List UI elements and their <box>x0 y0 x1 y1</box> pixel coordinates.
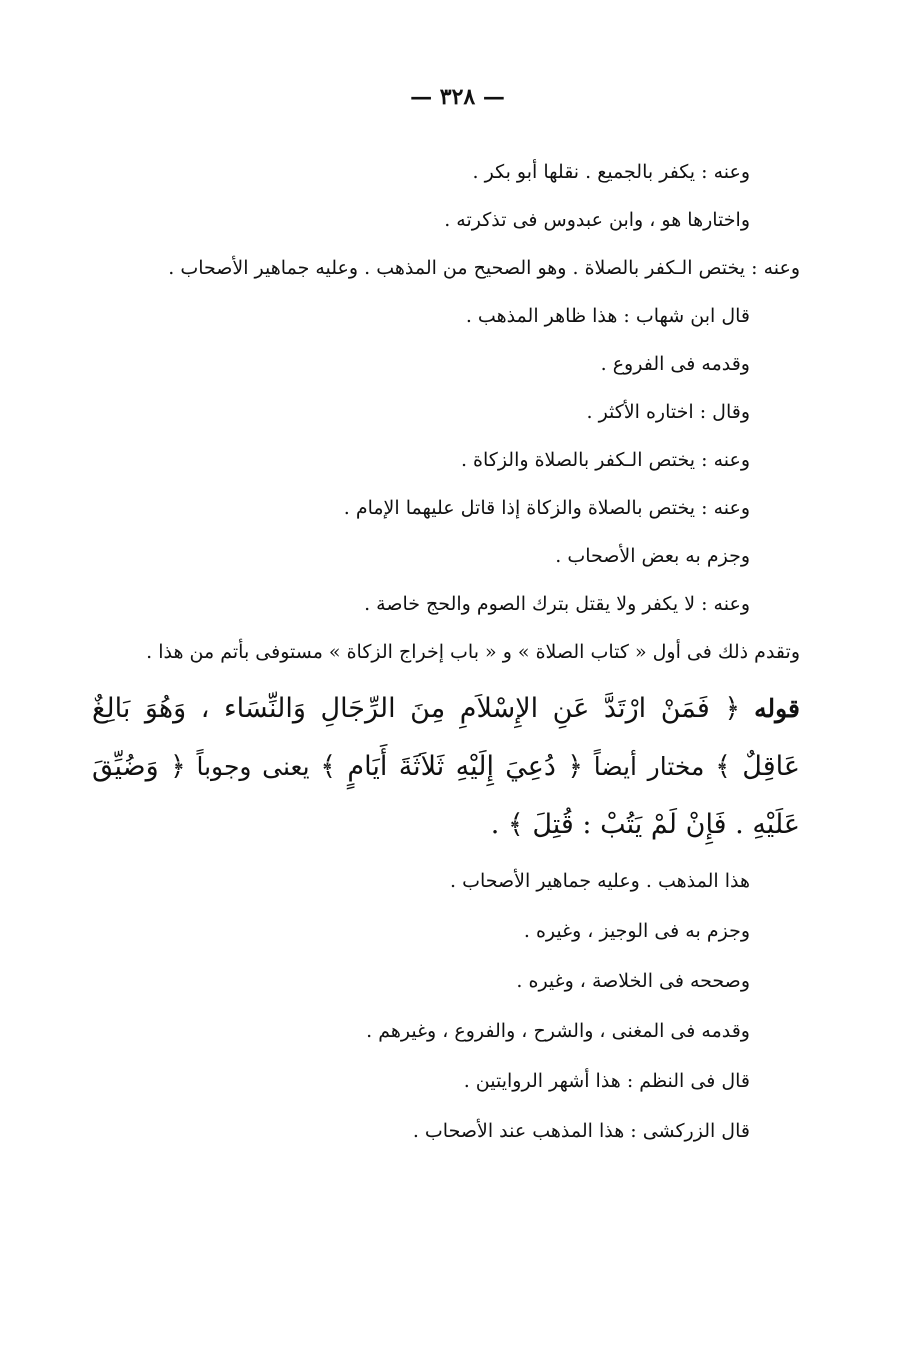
text-paragraph: قال الزركشى : هذا المذهب عند الأصحاب . <box>412 1120 750 1142</box>
commentary-block <box>92 856 750 1156</box>
text-paragraph: وعنه : يختص الـكفر بالصلاة والزكاة . <box>460 449 750 471</box>
text-paragraph: وجزم به بعض الأصحاب . <box>555 545 750 567</box>
quran-verse: ﴿ دُعِيَ إِلَيْهِ ثَلاَثَةَ أَيَامٍ ﴾ <box>320 751 584 782</box>
text-paragraph: قال فى النظم : هذا أشهر الروايتين . <box>463 1070 750 1092</box>
text-paragraph: وصححه فى الخلاصة ، وغيره . <box>516 970 750 992</box>
text-paragraph: وقدمه فى الفروع . <box>600 353 750 375</box>
text-paragraph: قال ابن شهاب : هذا ظاهر المذهب . <box>465 305 750 327</box>
quran-verse: ﴿ فَمَنْ ارْتَدَّ عَنِ الإِسْلاَمِ مِنَ الرِّجَالِ وَالنِّسَاء ، وَهُوَ بَالِغٌ عَاقِلٌ ﴾ <box>92 693 800 782</box>
text-paragraph: وعنه : يكفر بالجميع . نقلها أبو بكر . <box>472 161 750 183</box>
text-paragraph: هذا المذهب . وعليه جماهير الأصحاب . <box>450 870 750 892</box>
quran-verse-block <box>92 680 800 854</box>
text-paragraph: وتقدم ذلك فى أول « كتاب الصلاة » و « باب إخراج الزكاة » مستوفى بأتم من هذا . <box>146 641 800 663</box>
commentary-text: مختار أيضاً <box>593 752 705 781</box>
text-paragraph: وعنه : لا يكفر ولا يقتل بترك الصوم والحج خاصة . <box>364 593 750 615</box>
quran-verse: ﴿ وَضُيِّقَ عَلَيْهِ . فَإِنْ لَمْ يَتُبْ : قُتِلَ ﴾ . <box>92 751 800 840</box>
text-paragraph: وعنه : يختص الـكفر بالصلاة . وهو الصحيح من المذهب . وعليه جماهير الأصحاب . <box>168 257 800 279</box>
quran-lead: قوله <box>754 694 800 723</box>
text-paragraph: وعنه : يختص بالصلاة والزكاة إذا قاتل عليهما الإمام . <box>343 497 750 519</box>
text-paragraph: وقال : اختاره الأكثر . <box>586 401 750 423</box>
text-paragraph: وجزم به فى الوجيز ، وغيره . <box>523 920 750 942</box>
text-paragraph: وقدمه فى المغنى ، والشرح ، والفروع ، وغيرهم . <box>366 1020 750 1042</box>
commentary-text: يعنى وجوباً <box>196 752 310 781</box>
main-text <box>92 148 800 1156</box>
page-number: — ٣٢٨ — <box>410 84 505 110</box>
text-paragraph: واختارها هو ، وابن عبدوس فى تذكرته . <box>444 209 750 231</box>
